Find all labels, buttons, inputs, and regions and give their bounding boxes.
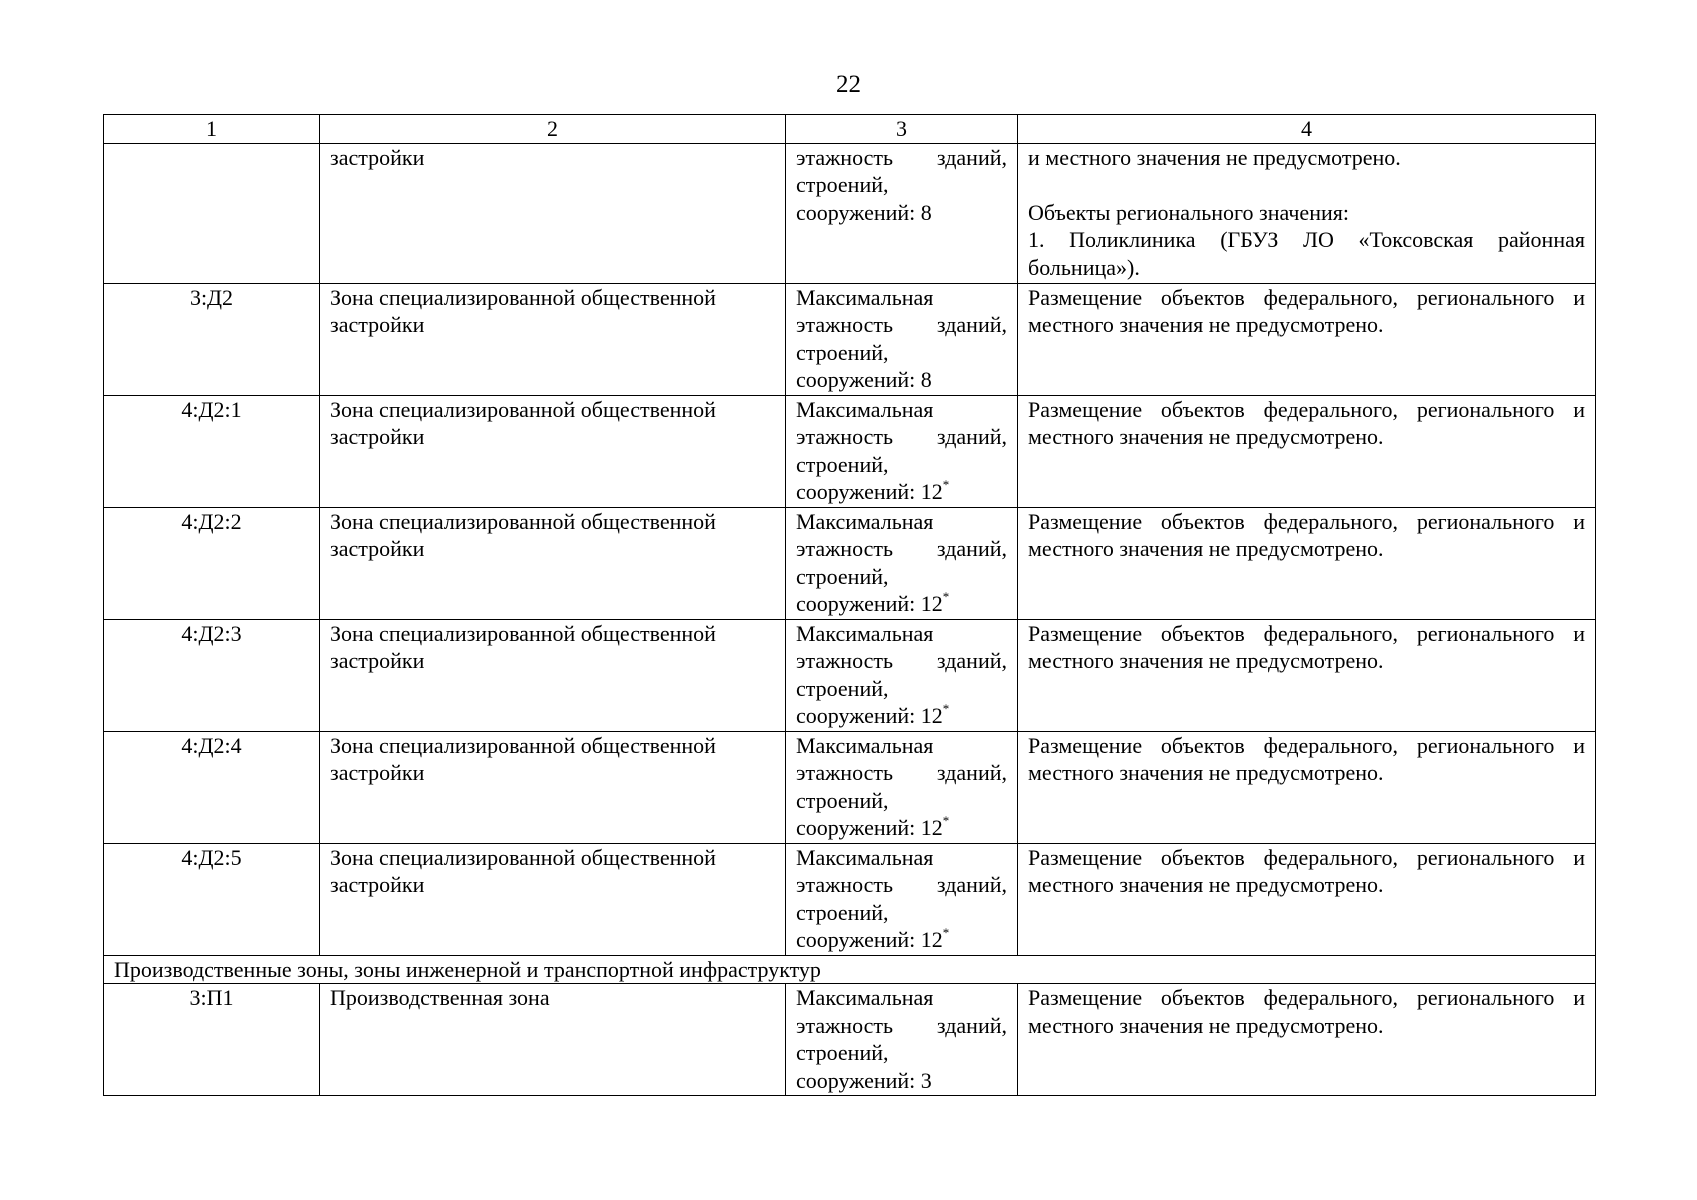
zone-name-cell: Зона специализированной общественной застройки	[320, 283, 786, 395]
objects-cell	[1018, 143, 1596, 283]
zone-code-cell: 4:Д2:2	[104, 507, 320, 619]
header-cell: 4	[1018, 115, 1596, 144]
zone-name-cell: Зона специализированной общественной застройки	[320, 619, 786, 731]
zone-name-cell: Зона специализированной общественной застройки	[320, 731, 786, 843]
parameters-text: Максимальная этажность зданий, строений, сооружений: 12	[796, 620, 1007, 728]
objects-subheading: Объекты регионального значения:	[1028, 199, 1349, 225]
parameters-cell	[786, 843, 1018, 955]
parameters-cell	[786, 395, 1018, 507]
zone-code-cell: 4:Д2:1	[104, 395, 320, 507]
table-row	[104, 507, 1596, 619]
objects-cell: Размещение объектов федерального, регионального и местного значения не предусмотрено.	[1018, 283, 1596, 395]
objects-text: и местного значения не предусмотрено.	[1028, 144, 1401, 170]
parameters-text: Максимальная этажность зданий, строений, сооружений: 12	[796, 732, 1007, 840]
zone-code-cell: 4:Д2:3	[104, 619, 320, 731]
parameters-cell	[786, 619, 1018, 731]
footnote-marker: *	[942, 812, 950, 828]
zone-code-cell	[104, 143, 320, 283]
objects-cell: Размещение объектов федерального, регионального и местного значения не предусмотрено.	[1018, 619, 1596, 731]
zone-code-cell: 4:Д2:5	[104, 843, 320, 955]
parameters-text: Максимальная этажность зданий, строений, сооружений: 8	[796, 284, 1007, 392]
zone-name-cell: Зона специализированной общественной застройки	[320, 843, 786, 955]
section-heading-row	[104, 955, 1596, 984]
zone-name-cell: застройки	[320, 143, 786, 283]
objects-list-item: 1. Поликлиника (ГБУЗ ЛО «Токсовская районная больница»).	[1028, 227, 1585, 280]
zone-name-cell: Зона специализированной общественной застройки	[320, 395, 786, 507]
zone-code-cell: 3:Д2	[104, 283, 320, 395]
header-cell: 3	[786, 115, 1018, 144]
objects-cell: Размещение объектов федерального, регионального и местного значения не предусмотрено.	[1018, 507, 1596, 619]
table-row	[104, 731, 1596, 843]
parameters-cell	[786, 507, 1018, 619]
footnote-marker: *	[942, 588, 950, 604]
zone-code-cell: 3:П1	[104, 984, 320, 1096]
page-number: 22	[836, 71, 861, 98]
table-row	[104, 395, 1596, 507]
table-row	[104, 843, 1596, 955]
parameters-text: Максимальная этажность зданий, строений, сооружений: 12	[796, 844, 1007, 952]
table-row	[104, 619, 1596, 731]
objects-cell: Размещение объектов федерального, регионального и местного значения не предусмотрено.	[1018, 843, 1596, 955]
table-row	[104, 984, 1596, 1096]
zone-name-cell: Производственная зона	[320, 984, 786, 1096]
header-cell: 1	[104, 115, 320, 144]
parameters-cell	[786, 731, 1018, 843]
table-row	[104, 283, 1596, 395]
parameters-cell	[786, 283, 1018, 395]
objects-cell: Размещение объектов федерального, регионального и местного значения не предусмотрено.	[1018, 984, 1596, 1096]
parameters-text: Максимальная этажность зданий, строений, сооружений: 12	[796, 508, 1007, 616]
header-cell: 2	[320, 115, 786, 144]
table-row	[104, 143, 1596, 283]
footnote-marker: *	[942, 924, 950, 940]
parameters-text: Максимальная этажность зданий, строений, сооружений: 3	[796, 985, 1007, 1093]
parameters-text: Максимальная этажность зданий, строений, сооружений: 12	[796, 396, 1007, 504]
zone-code-cell: 4:Д2:4	[104, 731, 320, 843]
parameters-cell: этажность зданий, строений, сооружений: 8	[786, 143, 1018, 283]
zones-table	[103, 114, 1596, 1096]
objects-cell: Размещение объектов федерального, регионального и местного значения не предусмотрено.	[1018, 395, 1596, 507]
zone-name-cell: Зона специализированной общественной застройки	[320, 507, 786, 619]
footnote-marker: *	[942, 476, 950, 492]
table-header-row	[104, 115, 1596, 144]
objects-cell: Размещение объектов федерального, регионального и местного значения не предусмотрено.	[1018, 731, 1596, 843]
parameters-cell	[786, 984, 1018, 1096]
section-heading: Производственные зоны, зоны инженерной и транспортной инфраструктур	[104, 955, 1596, 984]
footnote-marker: *	[942, 700, 950, 716]
